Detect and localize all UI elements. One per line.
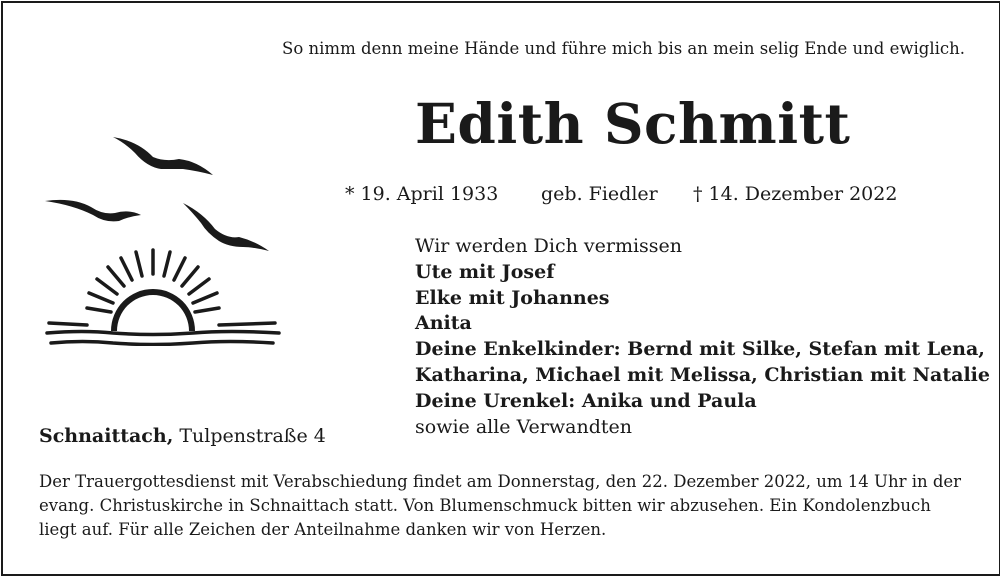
address-street: Tulpenstraße 4 bbox=[179, 425, 326, 447]
list-item: Anita bbox=[415, 312, 472, 335]
family-address bbox=[39, 425, 326, 447]
obituary-notice bbox=[1, 1, 1000, 576]
mourners-list bbox=[415, 234, 990, 440]
deceased-name: Edith Schmitt bbox=[415, 91, 851, 156]
service-notice: Der Trauergottesdienst mit Verabschiedung findet am Donnerstag, den 22. Dezember 2022, um 14 Uhr in der evang. Christuskirche in Schnaittach statt. Von Blumenschmuck bitten wir abzusehen. Ein Kondolenzbuch liegt auf. Für alle Zeichen der Anteilnahme danken wir von Herzen. bbox=[39, 472, 962, 539]
bird-icon bbox=[183, 203, 269, 251]
bird-icon bbox=[113, 137, 213, 175]
list-item: Katharina, Michael mit Melissa, Christian mit Natalie bbox=[415, 363, 990, 386]
mourners-closing: sowie alle Verwandten bbox=[415, 415, 632, 438]
maiden-name: geb. Fiedler bbox=[541, 183, 658, 205]
address-city: Schnaittach, bbox=[39, 425, 174, 447]
birds-over-sunset-icon bbox=[43, 131, 288, 346]
birth-date: * 19. April 1933 bbox=[345, 183, 499, 205]
list-item: Ute mit Josef bbox=[415, 260, 555, 283]
death-date: † 14. Dezember 2022 bbox=[693, 183, 898, 205]
motto-verse: So nimm denn meine Hände und führe mich bis an mein selig Ende und ewiglich. bbox=[282, 39, 965, 58]
list-item: Elke mit Johannes bbox=[415, 286, 610, 309]
list-item: Deine Urenkel: Anika und Paula bbox=[415, 389, 757, 412]
list-item: Deine Enkelkinder: Bernd mit Silke, Stefan mit Lena, bbox=[415, 338, 985, 361]
bird-icon bbox=[45, 200, 141, 222]
mourners-intro: Wir werden Dich vermissen bbox=[415, 235, 683, 257]
